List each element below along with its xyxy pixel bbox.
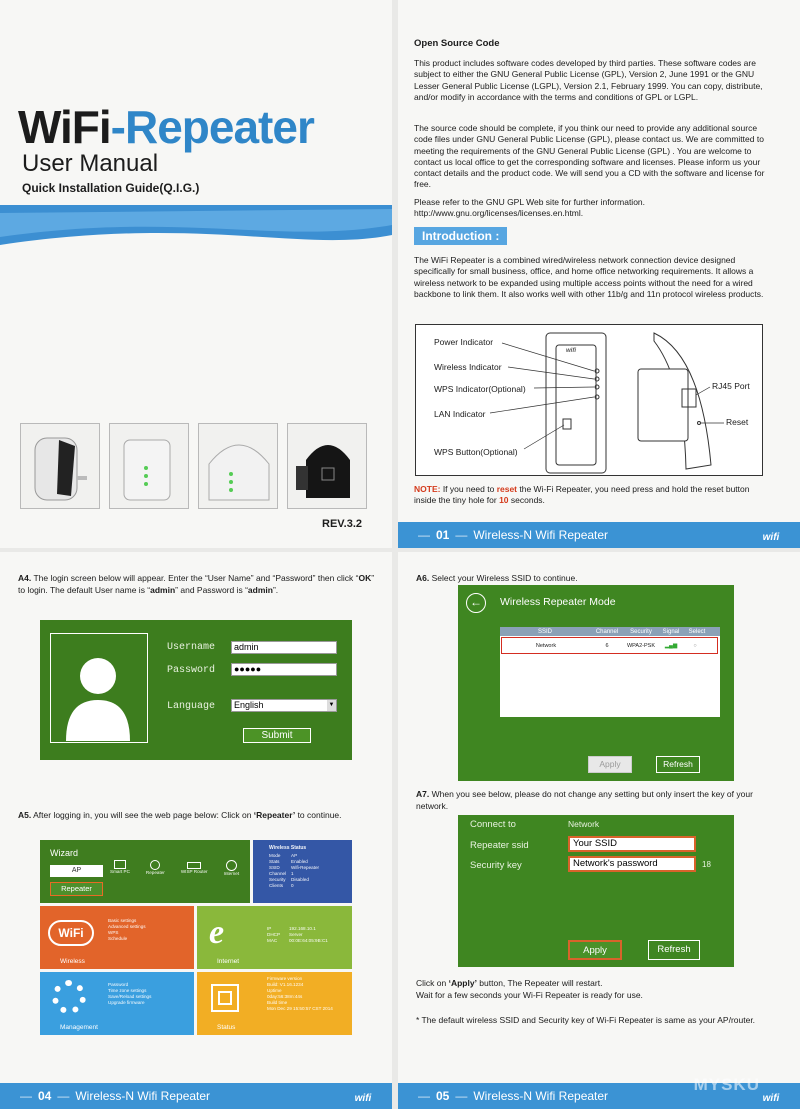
step-a4-t3: ” and Password is “ [175, 585, 248, 595]
header-select: Select [688, 628, 706, 635]
ssid-table-header [500, 627, 720, 636]
key-length: 18 [702, 860, 711, 869]
status-items-line[interactable]: Build: V1.16.1234 [267, 982, 304, 987]
status-items-line[interactable]: Mon Dec 29 15:50:57 CST 2014 [267, 1006, 333, 1011]
status-items-line[interactable]: Build time [267, 1000, 288, 1005]
step-a5-repeater: ‘Repeater’ [253, 810, 296, 820]
label-power-indicator: Power Indicator [434, 337, 494, 347]
footer-dash: — [57, 1089, 70, 1103]
info-key: SSID [269, 865, 280, 870]
info-value: Enabled [291, 859, 308, 864]
info-value: AP [291, 853, 298, 858]
internet-info [267, 926, 328, 944]
step-a4-t1: The login screen below will appear. Enter the “User Name” and “Password” then click “ [31, 573, 359, 583]
step-a5-text [18, 809, 378, 821]
repeater-icon [146, 860, 165, 877]
wifi-logo-icon: wifi [762, 532, 780, 543]
wifi-logo-icon: wifi [762, 1093, 780, 1104]
cover-page [0, 0, 392, 548]
apply-instructions [416, 977, 776, 1001]
management-tile[interactable] [40, 972, 194, 1035]
label-wireless-indicator: Wireless Indicator [434, 362, 502, 372]
step-a5-t1: After logging in, you will see the web page below: Click on [31, 810, 254, 820]
footer-dash: — [455, 528, 468, 542]
wireless-items-line[interactable]: Advanced settings [108, 924, 146, 929]
step-a5-t2: to continue. [295, 810, 342, 820]
chevron-down-icon: ▼ [327, 700, 336, 711]
header-ssid: SSID [537, 628, 552, 635]
default-ssid-note: * The default wireless SSID and Security key of Wi-Fi Repeater is same as your AP/router. [416, 1015, 756, 1025]
info-key: Clients [269, 883, 284, 888]
language-label: Language [167, 701, 216, 712]
product-photo-4 [287, 423, 367, 509]
row-ssid: Network [535, 642, 557, 649]
submit-button[interactable]: Submit [243, 728, 311, 743]
title-repeater: -Repeater [110, 101, 314, 153]
ssid-row[interactable] [501, 637, 718, 654]
apply-button[interactable] [568, 940, 622, 960]
info-value: Server [289, 932, 303, 937]
repeater-icon-label: Repeater [145, 870, 165, 875]
label-lan-indicator: LAN Indicator [434, 409, 486, 419]
info-value: Wifi-Repeater [291, 865, 320, 870]
apply-text-1: Click on [416, 978, 449, 988]
status-items-line[interactable]: Firmware version [267, 976, 303, 981]
wireless-items-line[interactable]: Schedule [108, 936, 128, 941]
signal-bars-icon: ▂▄▆ [664, 642, 678, 649]
select-radio[interactable]: ○ [693, 642, 697, 649]
internet-globe-icon [224, 860, 240, 877]
step-a7-text [416, 788, 776, 812]
mgmt-items-line[interactable]: Password [108, 982, 129, 987]
wireless-status-rows [269, 853, 319, 889]
info-key: Stats [269, 859, 280, 864]
smart-pc-label: Smart PC [110, 869, 130, 874]
wireless-label: Wireless [60, 958, 85, 965]
username-input[interactable]: admin [231, 641, 337, 654]
info-key: IP [267, 926, 272, 931]
label-wps-indicator: WPS Indicator(Optional) [434, 384, 526, 394]
ssid-selection-screen [458, 585, 734, 781]
label-rj45-port: RJ45 Port [712, 381, 750, 391]
step-a7-body: When you see below, please do not change any setting but only insert the key of your network. [416, 789, 753, 811]
repeater-button[interactable]: Repeater [50, 882, 103, 896]
open-source-para-3: Please refer to the GNU GPL Web site for further information. http://www.gnu.org/licenses/licenses.en.html. [414, 197, 646, 219]
footer-page-04 [0, 1083, 392, 1109]
wizard-title: Wizard [50, 848, 79, 858]
step-a6-label: A6. [416, 573, 430, 583]
footer-dash: — [418, 1089, 430, 1103]
product-photo-3 [198, 423, 278, 509]
username-label: Username [167, 642, 216, 653]
internet-tile[interactable] [197, 906, 352, 969]
wifi-logo-icon: wifi [354, 1093, 372, 1104]
repeater-settings-screen [458, 815, 734, 967]
info-key: MAC [267, 938, 278, 943]
connect-to-label: Connect to [470, 819, 516, 830]
security-key-label: Security key [470, 860, 522, 871]
header-channel: Channel [595, 628, 619, 635]
step-a5-label: A5. [18, 810, 32, 820]
wireless-items-line[interactable]: WPS [108, 930, 119, 935]
ssid-table [500, 627, 720, 717]
password-input[interactable]: ●●●●● [231, 663, 337, 676]
open-source-heading: Open Source Code [414, 38, 500, 49]
wisp-router-label: WISP Router [180, 869, 208, 874]
note-text-1: If you need to [440, 484, 497, 494]
footer-title: Wireless-N Wifi Repeater [473, 528, 609, 542]
row-channel: 6 [605, 642, 609, 649]
apply-text-2: button, The Repeater will restart. [476, 978, 603, 988]
mode-ap-field[interactable]: AP [50, 865, 103, 877]
back-arrow-icon[interactable]: ← [466, 593, 486, 613]
step-a4-text [18, 572, 378, 596]
step-a7-label: A7. [416, 789, 430, 799]
smart-pc-icon [110, 860, 130, 877]
user-avatar-icon [50, 633, 148, 743]
cover-wave-band [0, 205, 392, 253]
internet-label: Internet [217, 958, 240, 965]
wireless-menu [108, 918, 146, 942]
introduction-text: The WiFi Repeater is a combined wired/wireless network connection device designed specifically for small business, office, and home office networking requirements. It allows a wireless network to be expanded using multiple access points without the need for a wired backbone to link them. It also works well with other 11b/g and 11n protocol wireless products. [414, 255, 764, 299]
note-reset-word: reset [496, 484, 518, 494]
login-screen [40, 620, 352, 760]
device-diagram [415, 324, 763, 476]
refresh-button[interactable]: Refresh [648, 940, 700, 960]
status-label: Status [217, 1024, 236, 1031]
step-a6-text [416, 572, 776, 584]
footer-page-number: 04 [38, 1089, 52, 1103]
open-source-para-2: The source code should be complete, if you think our need to provide any additional source code files under GNU General Public License (GPL), please contact us. We are committed to meeting the requirements of the GNU General Public License (GPL) . You are welcome to contact us local office to get the corresponding software and licenses. Please inform us your contact details and the product code. We will send you a CD with the software and license for free. [414, 123, 765, 190]
info-value: 192.168.10.1 [289, 926, 316, 931]
dashboard-screen [40, 840, 352, 1035]
footer-page-number: 05 [436, 1089, 450, 1103]
step-a4-admin: admin [150, 585, 176, 595]
ssid-screen-title: Wireless Repeater Mode [500, 596, 616, 608]
wifi-logo-icon: WiFi [48, 920, 94, 946]
label-reset: Reset [726, 417, 749, 427]
network-value: Network [568, 819, 600, 829]
info-key: Channel [269, 871, 287, 876]
info-value: 1 [291, 871, 294, 876]
wireless-tile[interactable] [40, 906, 194, 969]
internet-rows-line [267, 938, 328, 944]
language-select[interactable] [231, 699, 337, 712]
info-key: DHCP [267, 932, 281, 937]
status-rows-line [269, 883, 319, 889]
footer-page-01 [398, 522, 800, 548]
internet-explorer-icon: e [209, 914, 225, 951]
mgmt-items-line[interactable]: Save/Reload settings [108, 994, 152, 999]
reset-note [414, 484, 774, 507]
watermark: MYSKU [693, 1075, 760, 1094]
status-tile[interactable] [197, 972, 352, 1035]
info-value: Disabled [291, 877, 309, 882]
cover-title [18, 100, 314, 154]
info-value: 00:0E:64:05:9B:C1 [289, 938, 328, 943]
title-wifi: WiFi [18, 101, 111, 153]
wireless-items-line[interactable]: Basic settings [108, 918, 137, 923]
page-01 [398, 0, 800, 548]
product-thumbnails [20, 423, 367, 509]
wait-text: Wait for a few seconds your Wi-Fi Repeater is ready for use. [416, 990, 643, 1000]
footer-dash: — [20, 1089, 32, 1103]
label-wps-button: WPS Button(Optional) [434, 447, 518, 457]
step-a6-body: Select your Wireless SSID to continue. [429, 573, 578, 583]
status-items-line[interactable]: Uptime [267, 988, 282, 993]
status-icon [211, 984, 239, 1012]
wireless-status-title: Wireless Status [269, 845, 307, 851]
step-a4-t2: ” to login. The default User name is “ [18, 573, 375, 595]
open-source-para-1: This product includes software codes developed by third parties. These software codes are subject to either the GNU General Public License (GPL), Version 2, June 1991 or the GNU Lesser General Public License (LGPL), Version 2.1, February 1999. You can copy, distribute, and/or modify in accordance with the terms and conditions of GPL or LGPL. [414, 58, 763, 102]
repeater-ssid-label: Repeater ssid [470, 840, 529, 851]
gear-icon [52, 980, 86, 1014]
step-a4-admin-2: admin [247, 585, 273, 595]
note-seconds: 10 [499, 495, 509, 506]
security-key-input[interactable]: Network's password [568, 856, 696, 872]
apply-button-label: Apply [583, 945, 607, 956]
cover-qig: Quick Installation Guide(Q.I.G.) [22, 181, 200, 195]
device-logo: wifi [566, 348, 576, 354]
note-label: NOTE: [414, 484, 441, 494]
password-label: Password [167, 665, 216, 676]
management-menu [108, 982, 151, 1006]
info-key: Security [269, 877, 286, 882]
wizard-tile [40, 840, 250, 903]
product-photo-2 [109, 423, 189, 509]
status-info [267, 976, 333, 1012]
footer-title: Wireless-N Wifi Repeater [75, 1089, 211, 1103]
product-photo-1 [20, 423, 100, 509]
status-items-line[interactable]: 0day:56:38m:44s [267, 994, 303, 999]
header-signal: Signal [662, 628, 680, 635]
mgmt-items-line[interactable]: Time zone settings [108, 988, 147, 993]
footer-title: Wireless-N Wifi Repeater [473, 1089, 609, 1103]
internet-icon-label: Internet [223, 871, 240, 876]
note-text-3: seconds. [508, 495, 545, 506]
info-key: Mode [269, 853, 281, 858]
step-a4-ok: OK [358, 573, 372, 583]
wisp-router-icon [181, 860, 208, 877]
refresh-button[interactable]: Refresh [656, 756, 700, 773]
step-a4-label: A4. [18, 573, 32, 583]
topology-icons [110, 860, 239, 877]
row-security: WPA2-PSK [626, 642, 655, 649]
step-a4-t4: ”. [272, 585, 279, 595]
apply-word: ‘Apply’ [448, 978, 477, 988]
apply-button[interactable]: Apply [588, 756, 632, 773]
wireless-status-tile [253, 840, 352, 903]
footer-page-number: 01 [436, 528, 450, 542]
repeater-ssid-input[interactable]: Your SSID [568, 836, 696, 852]
revision: REV.3.2 [322, 518, 362, 530]
language-value: English [234, 700, 264, 710]
management-label: Management [60, 1024, 98, 1031]
header-security: Security [630, 628, 652, 635]
info-value: 0 [291, 883, 294, 888]
introduction-tag: Introduction : [414, 227, 507, 245]
cover-subtitle: User Manual [22, 150, 159, 177]
note-text-2: the Wi-Fi Repeater, you need press and hold the reset button inside the tiny hole for [414, 484, 750, 506]
footer-dash: — [418, 528, 430, 542]
footer-dash: — [455, 1089, 468, 1103]
mgmt-items-line[interactable]: Upgrade firmware [108, 1000, 145, 1005]
